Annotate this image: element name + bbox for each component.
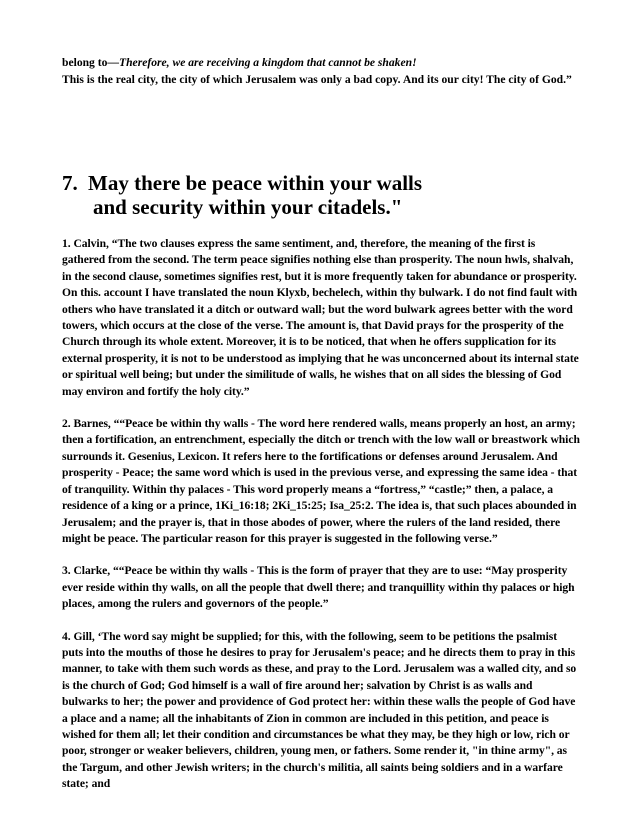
verse-heading-line-1: [62, 171, 582, 195]
verse-number: 7.: [62, 171, 78, 195]
commentary-paragraph-gill: 4. Gill, ‘The word say might be supplied; for this, with the following, seem to be petitions the psalmist puts into the mouths of those he desires to pray for Jerusalem's peace; and he directs them to pray in this manner, to take with them such words as these, and pray to the Lord. Jerusalem was a walled city, and so is the church of God; God himself is a wall of fire around her; salvation by Christ is as walls and bulwarks to her; the power and providence of God protect her: within these walls the people of God have a place and a name; all the inhabitants of Zion in common are included in this petition, and peace is wished for them all; let their condition and circumstances be what they may, be they high or low, rich or poor, stronger or weaker believers, children, young men, or fathers. Some render it, "in thine army", as the Targum, and other Jewish writers; in the church's militia, all saints being soldiers and in a warfare state; and: [62, 629, 577, 791]
verse-heading-line-2: and security within your citadels.": [93, 195, 403, 219]
intro-lead-text: belong to—: [62, 56, 120, 69]
verse-heading: [62, 171, 582, 219]
intro-first-line: [62, 54, 582, 71]
commentary-paragraph-calvin: 1. Calvin, “The two clauses express the same sentiment, and, therefore, the meaning of the first is gathered from the second. The term peace signifies nothing else than prosperity. The noun hwls, shalvah, in the second clause, sometimes signifies rest, but it is more frequently taken for abundance or prosperity. On this. account I have translated the noun Klyxb, bechelech, within thy bulwark. I do not find fault with others who have translated it a ditch or outward wall; but the word bulwark agrees better with the word towers, which occurs at the close of the verse. The amount is, that David prays for the prosperity of the Church through its whole extent. Moreover, it is to be noticed, that when he offers supplication for its external prosperity, it is not to be understood as implying that he was unconcerned about its internal state or spiritual well being; but under the similitude of walls, he wishes that on all sides the blessing of God may environ and fortify the holy city.”: [62, 237, 579, 398]
intro-block: [62, 54, 582, 88]
commentary-paragraph-barnes: 2. Barnes, ““Peace be within thy walls - The word here rendered walls, means properly an host, an army; then a fortification, an entrenchment, especially the ditch or trench with the low wall or breastwork which surrounds it. Gesenius, Lexicon. It refers here to the fortifications or defenses around Jerusalem. And prosperity - Peace; the same word which is used in the previous verse, and expressing the same idea - that of tranquility. Within thy palaces - This word properly means a “fortress,” “castle;” then, a palace, a residence of a king or a prince, 1Ki_16:18; 2Ki_15:25; Isa_25:2. The idea is, that such places abounded in Jerusalem; and the prayer is, that in those abodes of power, where the rulers of the land resided, there might be peace. The particular reason for this prayer is suggested in the following verse.”: [62, 417, 580, 545]
verse-heading-line-1-text: May there be peace within your walls: [88, 171, 423, 195]
commentary-body: [62, 236, 580, 809]
intro-italic-quote: Therefore, we are receiving a kingdom that cannot be shaken!: [119, 56, 417, 69]
intro-text: This is the real city, the city of which Jerusalem was only a bad copy. And its our city! The city of God.”: [62, 73, 572, 86]
commentary-paragraph-clarke: 3. Clarke, ““Peace be within thy walls - This is the form of prayer that they are to use: “May prosperity ever reside within thy walls, on all the people that dwell there; and tranquillity within thy palaces or high places, among the rulers and governors of the people.”: [62, 564, 575, 611]
